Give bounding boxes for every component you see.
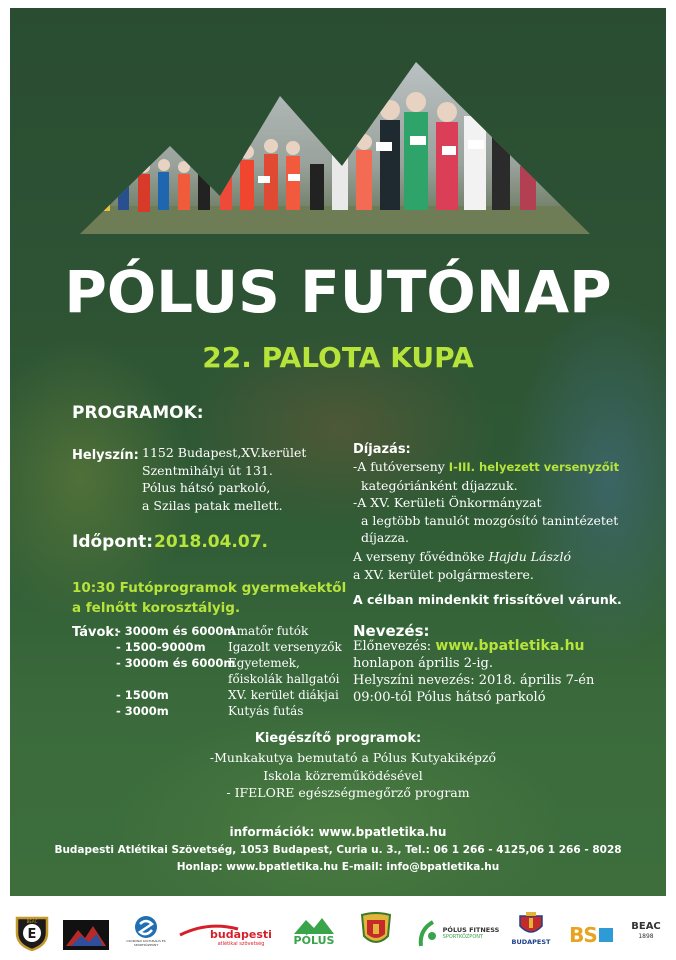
awards-line: díjazza. [361, 530, 409, 545]
district-coat-of-arms [356, 906, 396, 956]
beac2-subtext: 1898 [638, 933, 654, 940]
distance-row [116, 672, 356, 688]
patron-line: A verseny fővédnöke [353, 549, 489, 564]
distance-value: - 3000m [116, 704, 169, 718]
runners-mountain-image [80, 56, 590, 236]
start-line: a felnőtt korosztályig. [72, 600, 241, 616]
registration-line: honlapon április 2-ig. [353, 656, 493, 671]
beac-1898-logo [626, 906, 666, 956]
event-subtitle: 22. PALOTA KUPA [202, 341, 474, 374]
distance-row [116, 640, 356, 656]
registration-line: Helyszíni nevezés: 2018. április 7-én [353, 673, 595, 688]
distance-row [116, 656, 356, 672]
location-label: Helyszín: [72, 448, 139, 463]
footer-organization: Budapesti Atlétikai Szövetség, 1053 Budapest, Curia u. 3., Tel.: 06 1 266 - 4125,06 1 266 - 8028 [54, 844, 622, 856]
polus-fitness-text: PÓLUS FITNESS [442, 925, 500, 934]
polus-text: PÓLUS [293, 933, 335, 947]
event-title: PÓLUS FUTÓNAP [64, 258, 612, 326]
location-line: a Szilas patak mellett. [142, 497, 283, 513]
distance-desc: főiskolák hallgatói [228, 672, 340, 686]
mountain-club-logo [62, 910, 110, 960]
registration-line: Előnevezés: [353, 639, 436, 654]
extra-line: Iskola közreműködésével [263, 767, 423, 783]
refreshment-note: A célban mindenkit frissítővel várunk. [353, 592, 622, 607]
registration-heading: Nevezés: [353, 622, 430, 640]
bsm-square-icon [599, 928, 613, 942]
footer-web: Honlap: www.bpatletika.hu E-mail: info@bpatletika.hu [176, 861, 500, 873]
patron-name: Hajdu László [488, 549, 572, 564]
location-address [142, 444, 306, 514]
budapesti-text: budapesti [210, 927, 272, 941]
csokonai-logo [124, 906, 168, 956]
footer-info: információk: www.bpatletika.hu [229, 825, 447, 839]
polus-logo [286, 906, 342, 956]
location-line: Szentmihályi út 131. [142, 462, 273, 478]
awards-line: kategóriánként díjazzuk. [361, 477, 518, 493]
extra-line: - IFELORE egészségmegőrző program [226, 785, 470, 800]
patron-text [353, 548, 653, 583]
distance-value: - 1500-9000m [116, 640, 206, 654]
location-line: Pólus hátsó parkoló, [142, 480, 271, 495]
distance-value: - 1500m [116, 688, 169, 702]
distance-row [116, 688, 356, 704]
distance-desc: Amatőr futók [228, 624, 309, 638]
distances-label: Távok: [72, 625, 120, 640]
budapest-logo [506, 904, 556, 954]
distances-list [116, 624, 356, 720]
awards-heading: Díjazás: [353, 442, 411, 457]
date-label: Időpont: [72, 532, 154, 552]
distance-desc: Kutyás futás [228, 704, 304, 718]
extra-list [10, 749, 666, 802]
awards-line: -A XV. Kerületi Önkormányzat [353, 495, 542, 510]
awards-highlight: I-III. helyezett versenyzőit [448, 460, 620, 474]
sponsor-logos [0, 900, 676, 960]
beac-logo [12, 908, 52, 958]
distance-desc: XV. kerület diákjai [228, 688, 339, 702]
registration-text [353, 638, 653, 706]
distance-row [116, 624, 356, 640]
distance-value: - 3000m és 6000m [116, 656, 236, 670]
distance-desc: Egyetemek, [228, 656, 300, 670]
poster [10, 8, 666, 896]
registration-line: 09:00-tól Pólus hátsó parkoló [353, 690, 546, 705]
distance-value: - 3000m és 6000m [116, 624, 236, 638]
awards-text [353, 458, 653, 547]
extra-line: -Munkakutya bemutató a Pólus Kutyakiképző [209, 750, 497, 765]
awards-line: a legtöbb tanulót mozgósító tanintézetet [361, 512, 619, 528]
polus-fitness-logo [412, 908, 504, 958]
distance-desc: Igazolt versenyzők [228, 640, 342, 654]
start-info [72, 578, 346, 618]
bsm-text: BS [569, 923, 597, 947]
distance-row [116, 704, 356, 720]
bsm-logo [566, 910, 616, 960]
location-line: 1152 Budapest,XV.kerület [142, 445, 307, 460]
csokonai-text: CSOKONAI KULTURÁLIS ÉS SPORTKÖZPONT [126, 939, 166, 947]
budapesti-subtext: atlétikai szövetség [217, 940, 265, 947]
beac-text: BEAC [26, 919, 38, 924]
extra-heading: Kiegészítő programok: [254, 731, 422, 746]
date-value: 2018.04.07. [154, 532, 269, 552]
program-heading: PROGRAMOK: [72, 403, 204, 423]
patron-line: a XV. kerület polgármestere. [353, 566, 534, 582]
start-line: 10:30 Futóprogramok gyermekektől [72, 580, 347, 596]
budapesti-atletikai-logo [178, 910, 274, 960]
svg-text:E: E [27, 927, 37, 942]
polus-fitness-subtext: SPORTKÖZPONT [442, 933, 484, 940]
beac2-text: BEAC [631, 921, 661, 932]
registration-link[interactable]: www.bpatletika.hu [435, 638, 585, 654]
budapest-text: BUDAPEST [511, 938, 551, 946]
awards-line: -A futóverseny [353, 459, 449, 474]
